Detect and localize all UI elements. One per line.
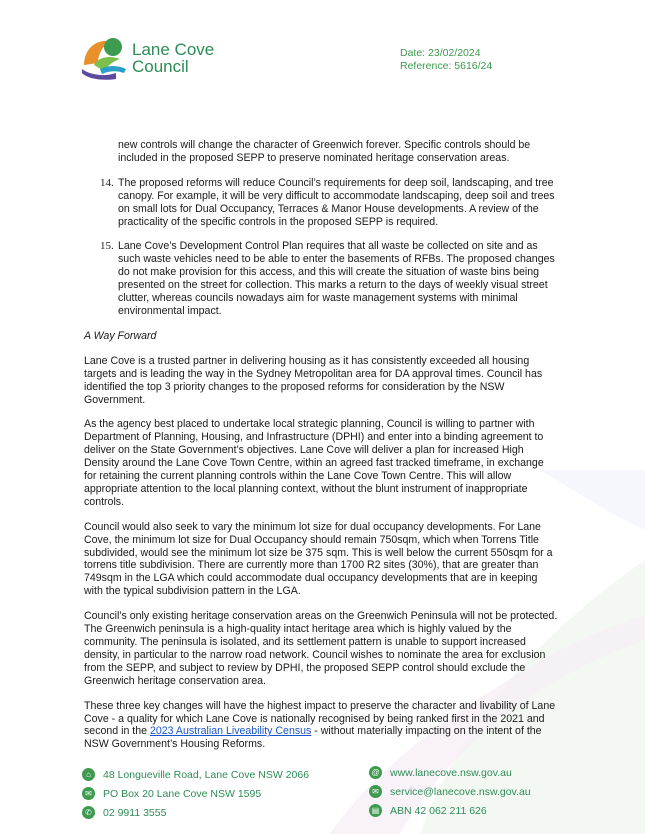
footer-phone — [82, 806, 166, 819]
footer-address — [82, 768, 309, 781]
logo-mark-icon — [80, 35, 128, 81]
continued-paragraph: new controls will change the character of Greenwich forever. Specific controls should be included in the proposed SEPP to preserve nominated heritage conservation areas. — [118, 139, 531, 164]
abn-text: ABN 42 062 211 626 — [390, 804, 487, 817]
document-icon: ▤ — [369, 804, 382, 817]
paragraph-5-tail: - without materially impacting on the intent of the NSW Government’s Housing Reforms. — [84, 725, 542, 751]
numbered-item-15 — [84, 240, 559, 317]
paragraph-1: Lane Cove is a trusted partner in delivering housing as it has consistently exceeded all housing targets and is leading the way in the Sydney Metropolitan area for DA approval times. Council has identified the top 3 priority changes to the proposed reforms for consideration by the NSW Government. — [84, 354, 543, 406]
website-text[interactable]: www.lanecove.nsw.gov.au — [390, 766, 512, 779]
numbered-item-14 — [84, 177, 559, 229]
footer-email[interactable] — [369, 785, 531, 798]
po-box-text: PO Box 20 Lane Cove NSW 1595 — [103, 787, 262, 800]
logo-line-1: Lane Cove — [132, 40, 215, 59]
email-text[interactable]: service@lanecove.nsw.gov.au — [390, 785, 531, 798]
phone-icon: ✆ — [82, 806, 95, 819]
item-number: 15. — [100, 240, 114, 253]
paragraph-4: Council’s only existing heritage conservation areas on the Greenwich Peninsula will not be protected. The Greenwich peninsula is a high-quality intact heritage area which is highly valued by the community. The peninsula is isolated, and its settlement pattern is unable to support increased density, in particular to the narrow road network. Council wishes to nominate the area for exclusion from the SEPP, and subject to review by DPHI, the proposed SEPP control should exclude the Greenwich heritage conservation area. — [84, 610, 558, 687]
paragraph-5 — [84, 700, 559, 752]
item-text: Lane Cove’s Development Control Plan requires that all waste be collected on site and as such waste vehicles need to be able to enter the basements of RFBs. The proposed changes do not make provision for this access, and this will create the situation of waste bins being presented on the street for collection. This marks a return to the days of weekly visual street clutter, whereas councils nowadays aim for waste management systems with minimal environmental impact. — [118, 240, 555, 317]
council-logo — [80, 35, 230, 85]
paragraph-3: Council would also seek to vary the minimum lot size for dual occupancy developments. For Lane Cove, the minimum lot size for Dual Occupancy should remain 750sqm, which when Torrens Title subdivided, would see the minimum lot size be 375 sqm. This is well below the current 550sqm for a torrens title subdivision. There are currently more than 1700 R2 sites (30%), that are greater than 749sqm in the LGA which could accommodate dual occupancy developments that are in keeping with the typical subdivision pattern in the LGA. — [84, 520, 553, 598]
item-text: The proposed reforms will reduce Council’s requirements for deep soil, landscaping, and tree canopy. For example, it will be very difficult to accommodate landscaping, deep soil and trees on small lots for Dual Occupancy, Terraces & Manor House developments. A review of the practicality of the specific controls in the proposed SEPP is required. — [118, 176, 555, 228]
item-number: 14. — [100, 176, 114, 189]
logo-line-2: Council — [132, 57, 189, 76]
liveability-census-link[interactable]: 2023 Australian Liveability Census — [149, 725, 312, 738]
logo-wordmark — [132, 41, 214, 75]
letter-body — [84, 139, 559, 763]
letter-meta — [400, 47, 492, 73]
letter-reference: Reference: 5616/24 — [400, 60, 493, 72]
paragraph-2: As the agency best placed to undertake local strategic planning, Council is willing to partner with Department of Planning, Housing, and Infrastructure (DPHI) and enter into a binding agreement to deliver on the State Government’s objectives. Lane Cove will deliver a plan for increased High Density around the Lane Cove Town Centre, within an agreed fast tracked timeframe, in exchange for retaining the current planning controls within the Lane Cove Town Centre. This will allow appropriate attention to the local planning context, without the blunt instrument of inappropriate controls. — [84, 418, 544, 508]
footer-website[interactable] — [369, 766, 512, 779]
email-icon: ✉ — [369, 785, 382, 798]
paragraph-5-text: These three key changes will have the highest impact to preserve the character and livability of Lane Cove - a quality for which Lane Cove is nationally recognised by being ranked first in the 2021 and second in the — [84, 699, 556, 738]
footer-abn — [369, 804, 487, 817]
section-heading: A Way Forward — [84, 329, 157, 342]
phone-text: 02 9911 3555 — [103, 806, 167, 819]
location-pin-icon: ⌂ — [82, 768, 95, 781]
globe-icon: @ — [369, 766, 382, 779]
footer-po-box — [82, 787, 261, 800]
mailbox-icon: ✉ — [82, 787, 95, 800]
address-text: 48 Longueville Road, Lane Cove NSW 2066 — [103, 768, 310, 781]
letter-date: Date: 23/02/2024 — [400, 47, 481, 59]
